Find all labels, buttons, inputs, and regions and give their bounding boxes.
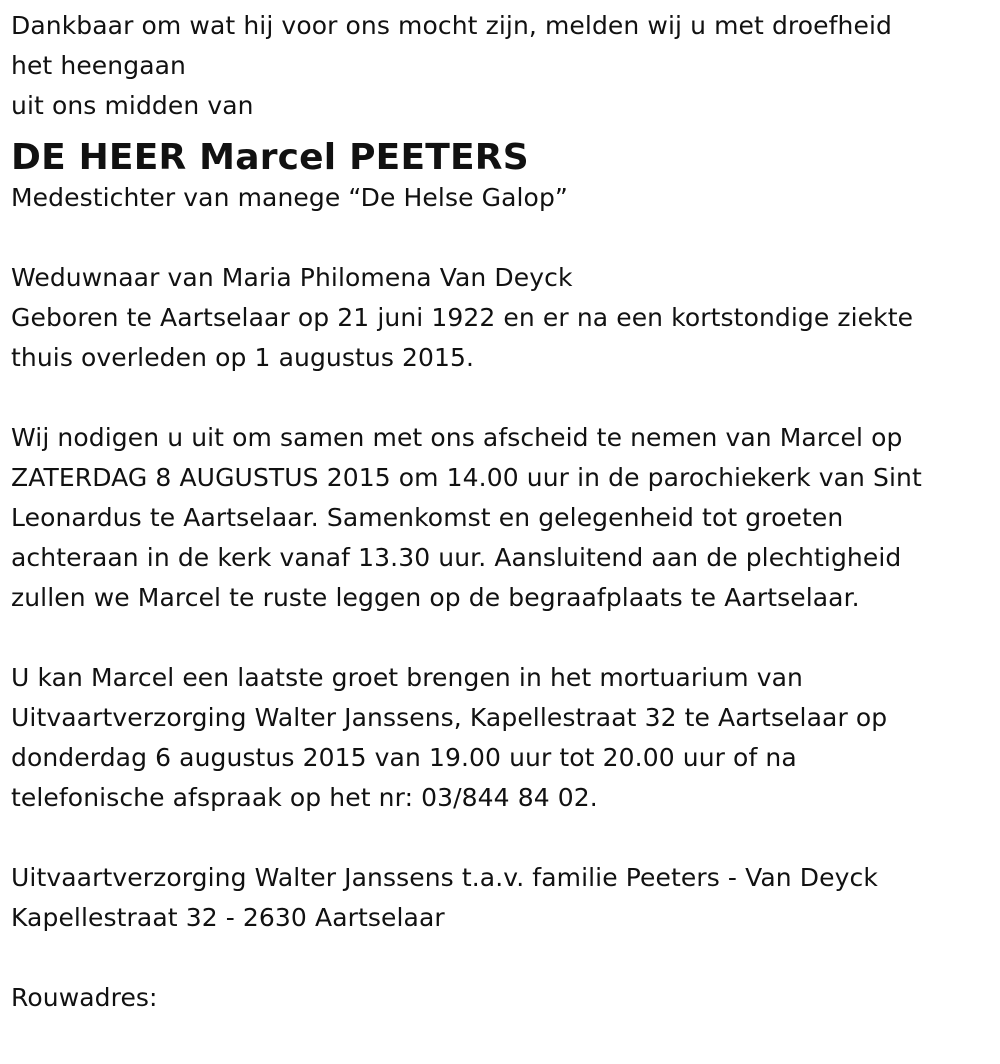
visitation-line: Uitvaartverzorging Walter Janssens, Kapellestraat 32 te Aartselaar op [11,703,888,732]
mourning-address-label: Rouwadres: [11,983,158,1012]
intro-paragraph [11,6,986,126]
ceremony-line: ZATERDAG 8 AUGUSTUS 2015 om 14.00 uur in de parochiekerk van Sint [11,463,922,492]
death-notice [11,6,986,1018]
visitation-line: telefonische afspraak op het nr: 03/844 84 02. [11,783,598,812]
ceremony-line: Wij nodigen u uit om samen met ons afscheid te nemen van Marcel op [11,423,903,452]
visitation-paragraph [11,658,986,818]
funeral-home-line: Kapellestraat 32 - 2630 Aartselaar [11,903,445,932]
biography-line: Geboren te Aartselaar op 21 juni 1922 en er na een kortstondige ziekte [11,303,914,332]
funeral-home-line: Uitvaartverzorging Walter Janssens t.a.v. familie Peeters - Van Deyck [11,863,878,892]
intro-line: Dankbaar om wat hij voor ons mocht zijn, melden wij u met droefheid [11,11,892,40]
visitation-line: U kan Marcel een laatste groet brengen in het mortuarium van [11,663,803,692]
deceased-subtitle: Medestichter van manege “De Helse Galop” [11,183,568,212]
spacer [11,818,986,858]
intro-line: uit ons midden van [11,91,254,120]
deceased-heading [11,135,986,218]
ceremony-paragraph [11,418,986,618]
funeral-home-paragraph [11,858,986,938]
spacer [11,938,986,978]
intro-line: het heengaan [11,51,186,80]
visitation-line: donderdag 6 augustus 2015 van 19.00 uur tot 20.00 uur of na [11,743,797,772]
deceased-name: DE HEER Marcel PEETERS [11,137,529,178]
mourning-address [11,978,986,1018]
ceremony-line: Leonardus te Aartselaar. Samenkomst en gelegenheid tot groeten [11,503,844,532]
ceremony-line: achteraan in de kerk vanaf 13.30 uur. Aansluitend aan de plechtigheid [11,543,902,572]
spacer [11,618,986,658]
biography-line: thuis overleden op 1 augustus 2015. [11,343,475,372]
spacer [11,378,986,418]
biography-paragraph [11,258,986,378]
spacer [11,218,986,258]
biography-line: Weduwnaar van Maria Philomena Van Deyck [11,263,573,292]
ceremony-line: zullen we Marcel te ruste leggen op de begraafplaats te Aartselaar. [11,583,860,612]
